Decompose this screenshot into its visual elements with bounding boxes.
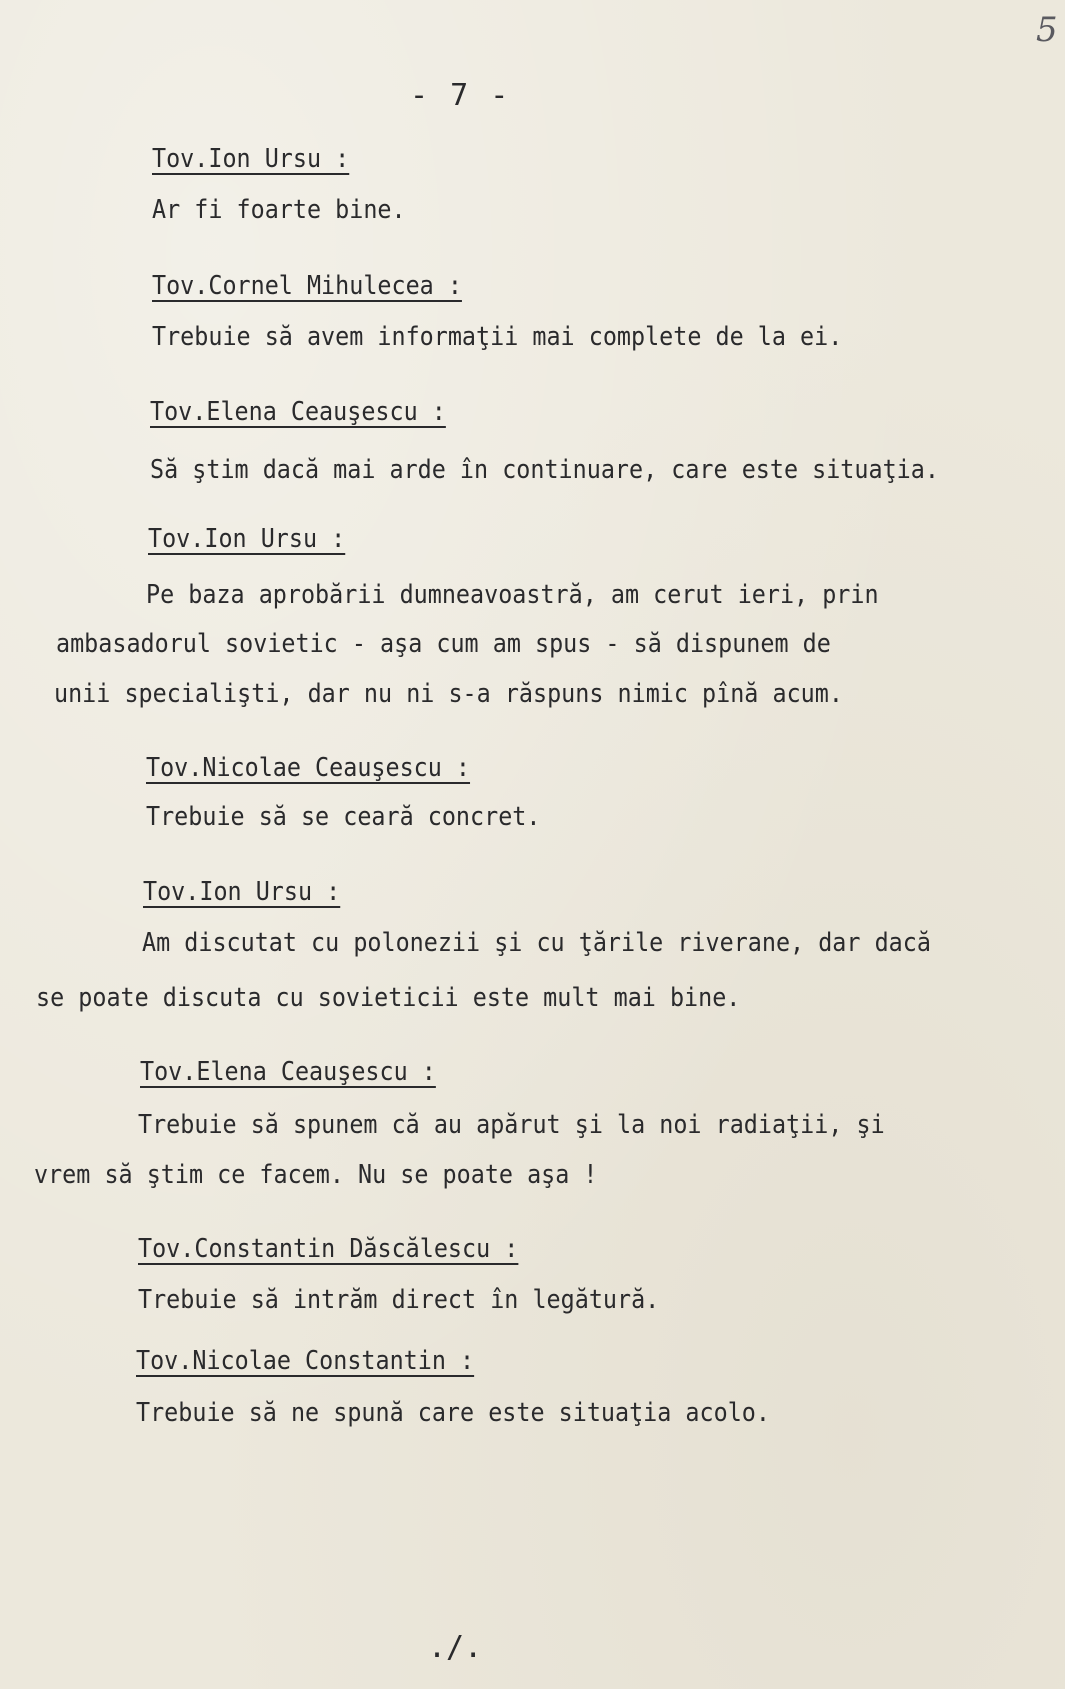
handwritten-page-mark: 5 xyxy=(1036,10,1058,50)
speech-line: ambasadorul sovietic - aşa cum am spus - să dispunem de xyxy=(56,629,831,659)
speech-line: Trebuie să spunem că au apărut şi la noi radiaţii, şi xyxy=(138,1110,885,1140)
speaker-label: Tov.Elena Ceauşescu : xyxy=(150,397,446,427)
speech-line: Trebuie să se ceară concret. xyxy=(146,802,541,832)
speaker-label: Tov.Nicolae Constantin : xyxy=(136,1346,475,1376)
speech-line: Pe baza aprobării dumneavoastră, am cerut ieri, prin xyxy=(146,580,879,610)
speaker-label: Tov.Ion Ursu : xyxy=(148,524,346,554)
speaker-label: Tov.Nicolae Ceauşescu : xyxy=(146,753,471,783)
speech-line: Trebuie să intrăm direct în legătură. xyxy=(138,1285,660,1315)
speaker-label: Tov.Ion Ursu : xyxy=(143,877,341,907)
speech-line: Ar fi foarte bine. xyxy=(152,195,406,225)
speech-line: Să ştim dacă mai arde în continuare, care este situaţia. xyxy=(150,455,939,485)
speech-line: unii specialişti, dar nu ni s-a răspuns nimic pînă acum. xyxy=(54,679,843,709)
speech-line: Trebuie să avem informaţii mai complete de la ei. xyxy=(152,322,843,352)
page-number: - 7 - xyxy=(410,78,511,113)
speech-line: Am discutat cu polonezii şi cu ţările riverane, dar dacă xyxy=(142,928,931,958)
speaker-label: Tov.Cornel Mihulecea : xyxy=(152,271,462,301)
speaker-label: Tov.Ion Ursu : xyxy=(152,144,350,174)
speech-line: Trebuie să ne spună care este situaţia acolo. xyxy=(136,1398,770,1428)
continuation-mark: ./. xyxy=(428,1630,483,1665)
speech-line: se poate discuta cu sovieticii este mult mai bine. xyxy=(36,983,741,1013)
speech-line: vrem să ştim ce facem. Nu se poate aşa ! xyxy=(34,1160,598,1190)
speaker-label: Tov.Constantin Dăscălescu : xyxy=(138,1234,519,1264)
speaker-label: Tov.Elena Ceauşescu : xyxy=(140,1057,436,1087)
